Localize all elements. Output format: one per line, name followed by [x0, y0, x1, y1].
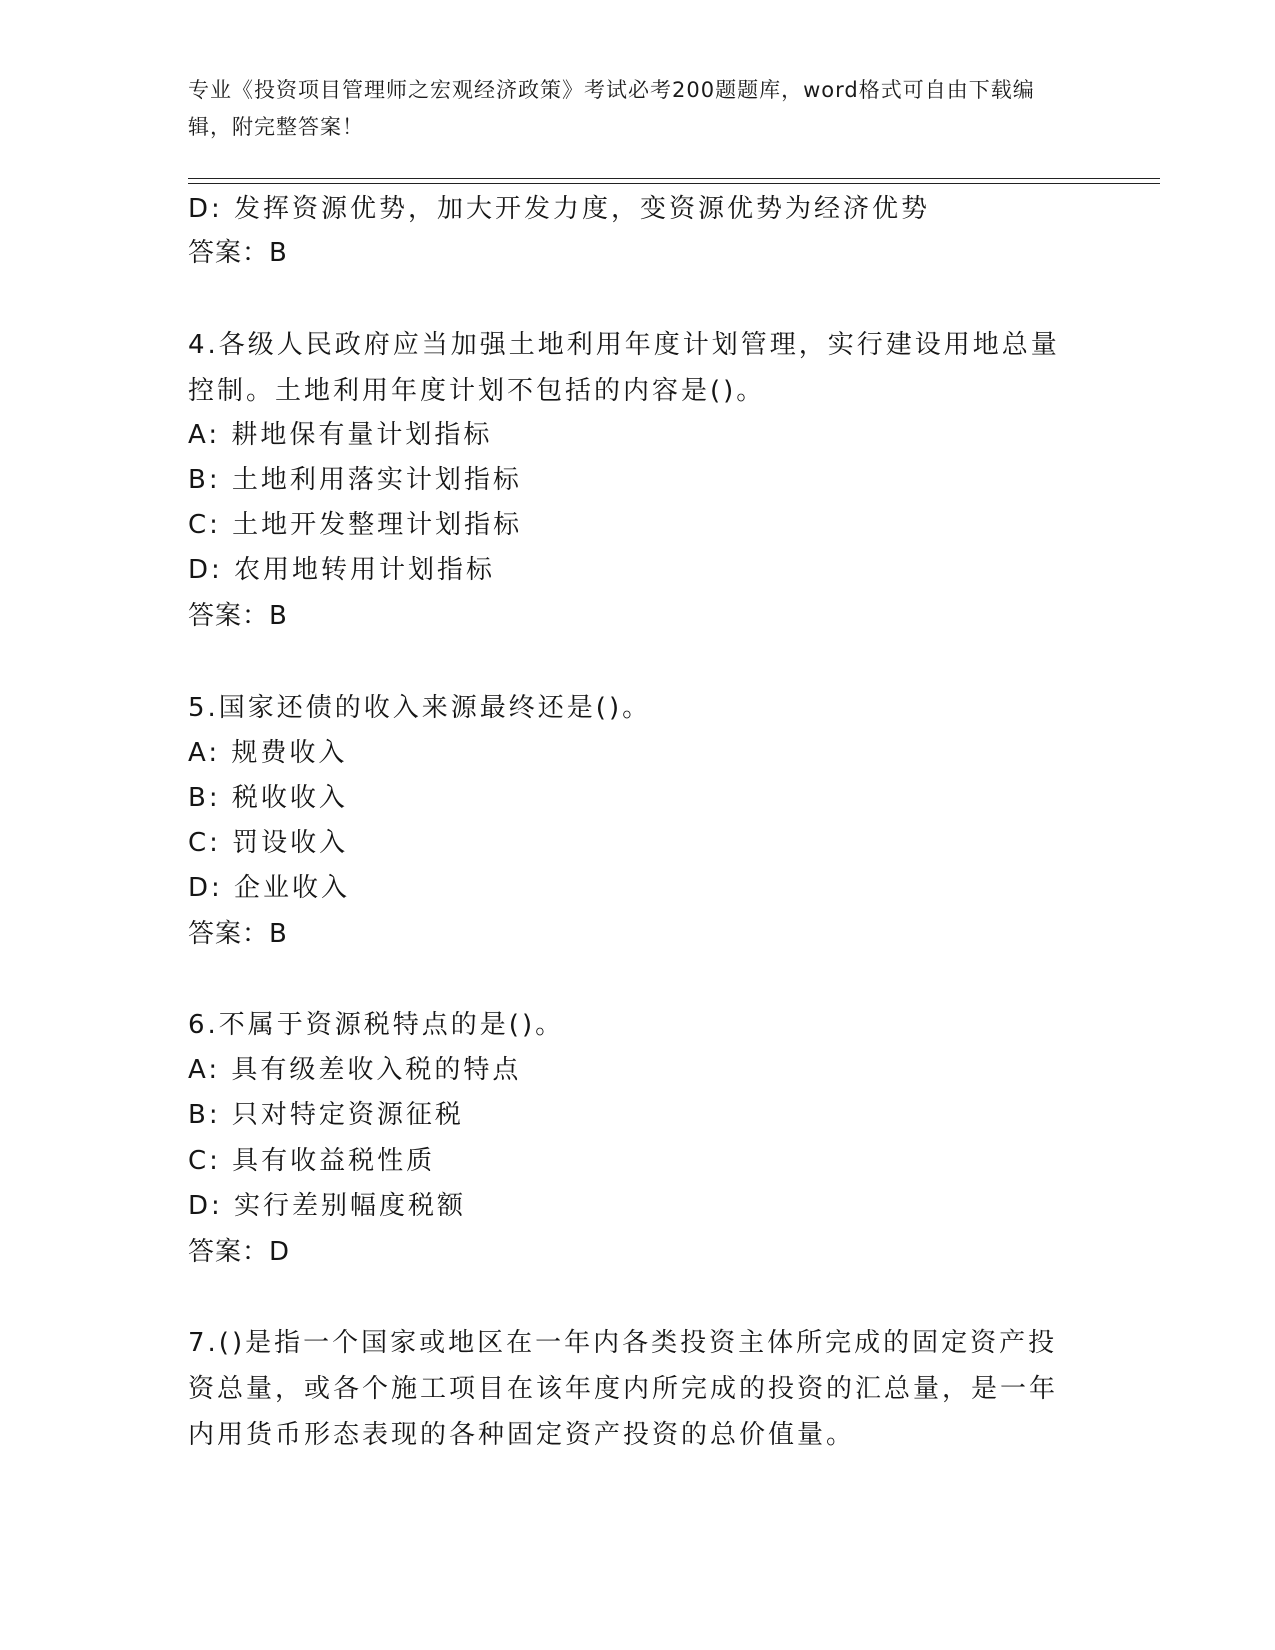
q6-option-d: D: 实行差别幅度税额 [188, 1191, 467, 1221]
q4-option-b: B: 土地利用落实计划指标 [188, 465, 522, 495]
q7-question: 7.()是指一个国家或地区在一年内各类投资主体所完成的固定资产投资总量，或各个施工项目在该年度内所完成的投资的汇总量，是一年内用货币形态表现的各种固定资产投资的总价值量。 [188, 1328, 1059, 1450]
q5-answer: 答案：B [188, 919, 288, 949]
q4-question: 4.各级人民政府应当加强土地利用年度计划管理，实行建设用地总量控制。土地利用年度计划不包括的内容是()。 [188, 330, 1060, 406]
q5-option-d: D: 企业收入 [188, 873, 351, 903]
q4-option-a: A: 耕地保有量计划指标 [188, 420, 493, 450]
q5-option-a: A: 规费收入 [188, 738, 348, 768]
q6-option-c: C: 具有收益税性质 [188, 1146, 436, 1176]
q5-question: 5.国家还债的收入来源最终还是()。 [188, 693, 652, 723]
q3-answer: 答案：B [188, 238, 288, 268]
q5-option-b: B: 税收收入 [188, 783, 348, 813]
q6-question: 6.不属于资源税特点的是()。 [188, 1010, 565, 1040]
q6-answer: 答案：D [188, 1237, 291, 1267]
q6-option-b: B: 只对特定资源征税 [188, 1100, 464, 1130]
q4-option-d: D: 农用地转用计划指标 [188, 555, 496, 585]
document-header: 专业《投资项目管理师之宏观经济政策》考试必考200题题库，word格式可自由下载编辑，附完整答案！ [188, 78, 1035, 139]
header-divider-bottom [188, 183, 1160, 184]
q4-option-c: C: 土地开发整理计划指标 [188, 510, 523, 540]
q3-option-d: D: 发挥资源优势，加大开发力度，变资源优势为经济优势 [188, 194, 931, 224]
q6-option-a: A: 具有级差收入税的特点 [188, 1055, 522, 1085]
q5-option-c: C: 罚设收入 [188, 828, 349, 858]
header-divider-top [188, 178, 1160, 179]
q4-answer: 答案：B [188, 601, 288, 631]
